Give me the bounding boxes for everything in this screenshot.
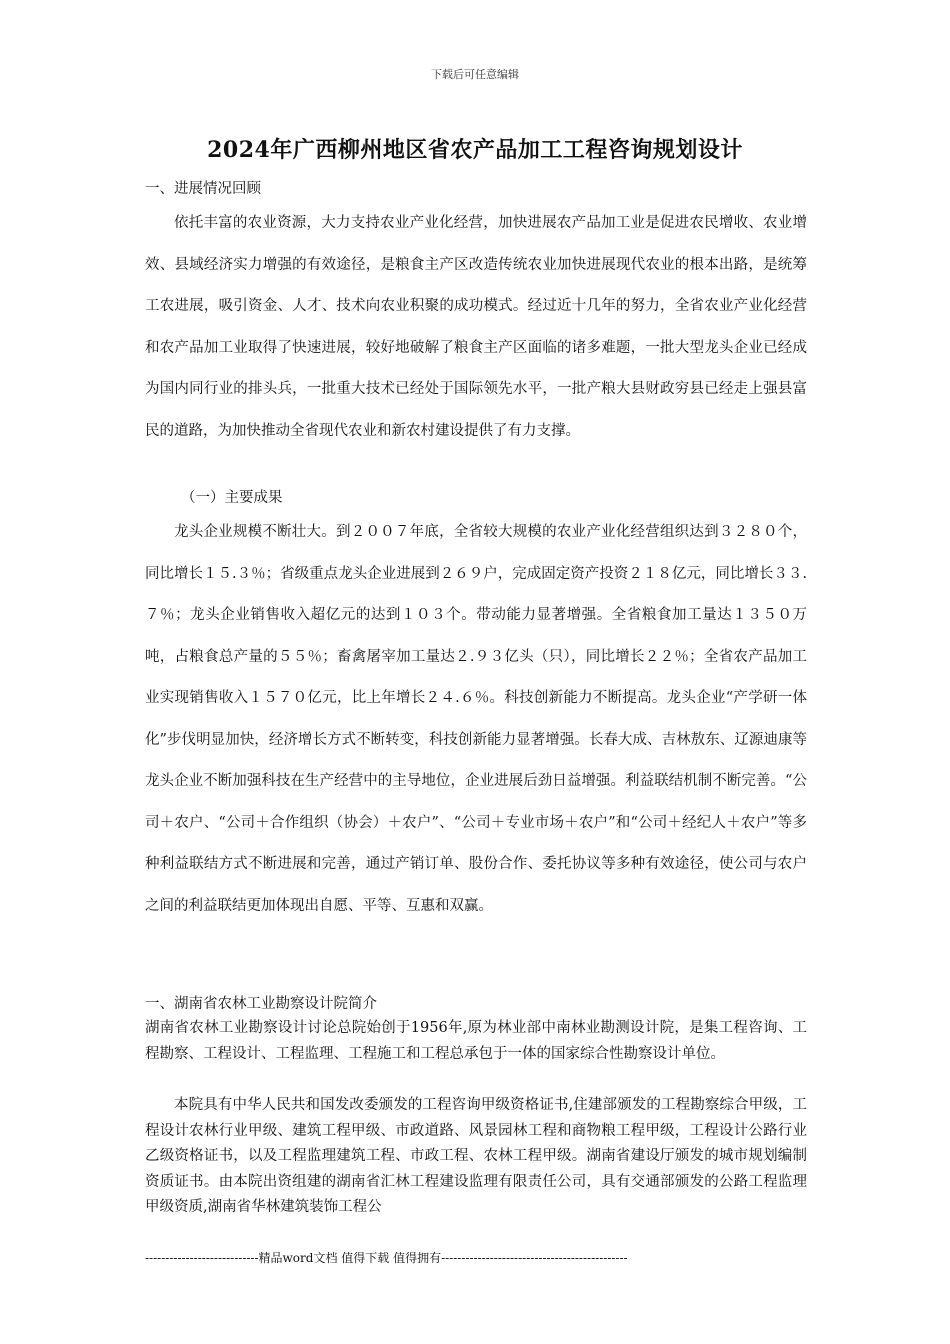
paragraph-institute-qualifications: 本院具有中华人民共和国发改委颁发的工程咨询甲级资格证书,住建部颁发的工程勘察综合甲级，工程设计农林行业甲级、建筑工程甲级、市政道路、风景园林工程和商物粮工程甲级，工程设计公路行业乙级资格证书，以及工程监理建筑工程、市政工程、农林工程甲级。湖南省建设厅颁发的城市规划编制资质证书。由本院出资组建的湖南省汇林工程建设监理有限责任公司，具有交通部颁发的公路工程监理甲级资质,湖南省华林建筑装饰工程公 — [145, 1097, 807, 1215]
paragraph-progress-review: 依托丰富的农业资源，大力支持农业产业化经营，加快进展农产品加工业是促进农民增收、农业增效、县域经济实力增强的有效途径，是粮食主产区改造传统农业加快进展现代农业的根本出路，是统筹工农进展，吸引资金、人才、技术向农业积聚的成功模式。经过近十几年的努力，全省农业产业化经营和农产品加工业取得了快速进展，较好地破解了粮食主产区面临的诸多难题，一批大型龙头企业已经成为国内同行业的排头兵，一批重大技术已经处于国际领先水平，一批产粮大县财政穷县已经走上强县富民的道路，为加快推动全省现代农业和新农村建设提供了有力支撑。 — [145, 215, 807, 439]
document-title: 2024年广西柳州地区省农产品加工工程咨询规划设计 — [207, 137, 743, 163]
paragraph-institute-intro: 湖南省农林工业勘察设计讨论总院始创于1956年,原为林业部中南林业勘测设计院，是集工程咨询、工程勘察、工程设计、工程监理、工程施工和工程总承包于一体的国家综合性勘察设计单位。 — [145, 1020, 807, 1062]
subheading-main-results: （一）主要成果 — [181, 490, 283, 506]
section-heading-progress: 一、进展情况回顾 — [145, 181, 261, 197]
paragraph-main-results: 龙头企业规模不断壮大。到２００７年底，全省较大规模的农业产业化经营组织达到３２８０个，同比增长１５.３％；省级重点龙头企业进展到２６９户，完成固定资产投资２１８亿元，同比增长３３.７％；龙头企业销售收入超亿元的达到１０３个。带动能力显著增强。全省粮食加工量达１３５０万吨，占粮食总产量的５５％；畜禽屠宰加工量达２.９３亿头（只），同比增长２２％；全省农产品加工业实现销售收入１５７０亿元，比上年增长２４.６％。科技创新能力不断提高。龙头企业“产学研一体化”步伐明显加快，经济增长方式不断转变，科技创新能力显著增强。长春大成、吉林敖东、辽源迪康等龙头企业不断加强科技在生产经营中的主导地位，企业进展后劲日益增强。利益联结机制不断完善。“公司＋农户、“公司＋合作组织（协会）＋农户”、“公司＋专业市场＋农户”和“公司＋经纪人＋农户”等多种利益联结方式不断进展和完善，通过产销订单、股份合作、委托协议等多种有效途径，使公司与农户之间的利益联结更加体现出自愿、平等、互惠和双赢。 — [145, 524, 807, 914]
footer-note: ----------------------------精品word文档 值得下载 值得拥有---------------------------------------------- — [145, 1251, 628, 1265]
header-note: 下载后可任意编辑 — [431, 68, 519, 81]
section-heading-institute: 一、湖南省农林工业勘察设计院简介 — [145, 996, 377, 1012]
